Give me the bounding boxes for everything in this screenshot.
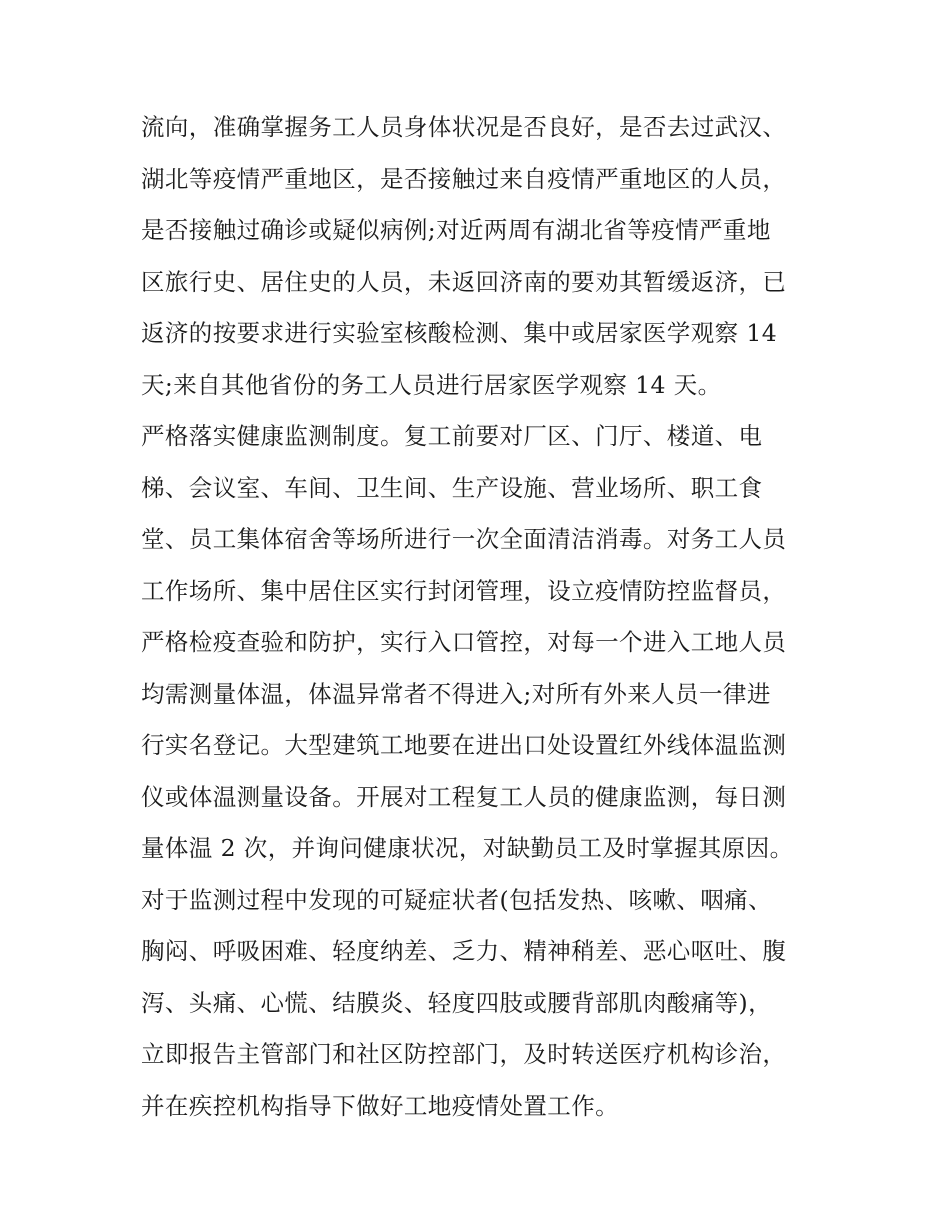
- text-line: 胸闷、呼吸困难、轻度纳差、乏力、精神稍差、恶心呕吐、腹: [141, 937, 787, 965]
- text-line: 立即报告主管部门和社区防控部门，及时转送医疗机构诊治，: [141, 1040, 787, 1068]
- text-line: 并在疾控机构指导下做好工地疫情处置工作。: [141, 1091, 619, 1120]
- text-line: 均需测量体温，体温异常者不得进入;对所有外来人员一律进: [141, 679, 771, 708]
- text-line: 区旅行史、居住史的人员，未返回济南的要劝其暂缓返济，已: [141, 267, 787, 296]
- text-line: 梯、会议室、车间、卫生间、生产设施、营业场所、职工食: [141, 473, 763, 502]
- text-line: 是否接触过确诊或疑似病例;对近两周有湖北省等疫情严重地: [141, 216, 771, 244]
- text-line: 流向，准确掌握务工人员身体状况是否良好，是否去过武汉、: [141, 113, 787, 141]
- body-text: [141, 102, 821, 1132]
- text-line: 严格检疫查验和防护，实行入口管控，对每一个进入工地人员: [141, 628, 787, 656]
- text-line: 仪或体温测量设备。开展对工程复工人员的健康监测，每日测: [141, 782, 787, 811]
- text-line: 量体温 2 次，并询问健康状况，对缺勤员工及时掌握其原因。: [141, 834, 794, 862]
- text-line: 工作场所、集中居住区实行封闭管理，设立疫情防控监督员，: [141, 576, 787, 605]
- text-line: 湖北等疫情严重地区，是否接触过来自疫情严重地区的人员，: [141, 164, 787, 193]
- text-line: 返济的按要求进行实验室核酸检测、集中或居家医学观察 14: [141, 319, 778, 347]
- text-line: 行实名登记。大型建筑工地要在进出口处设置红外线体温监测: [141, 731, 787, 759]
- text-line: 堂、员工集体宿舍等场所进行一次全面清洁消毒。对务工人员: [141, 525, 787, 553]
- text-line: 严格落实健康监测制度。复工前要对厂区、门厅、楼道、电: [141, 422, 763, 450]
- text-line: 天;来自其他省份的务工人员进行居家医学观察 14 天。: [141, 370, 722, 399]
- text-line: 泻、头痛、心慌、结膜炎、轻度四肢或腰背部肌肉酸痛等)，: [141, 988, 772, 1017]
- text-line: 对于监测过程中发现的可疑症状者(包括发热、咳嗽、咽痛、: [141, 885, 772, 914]
